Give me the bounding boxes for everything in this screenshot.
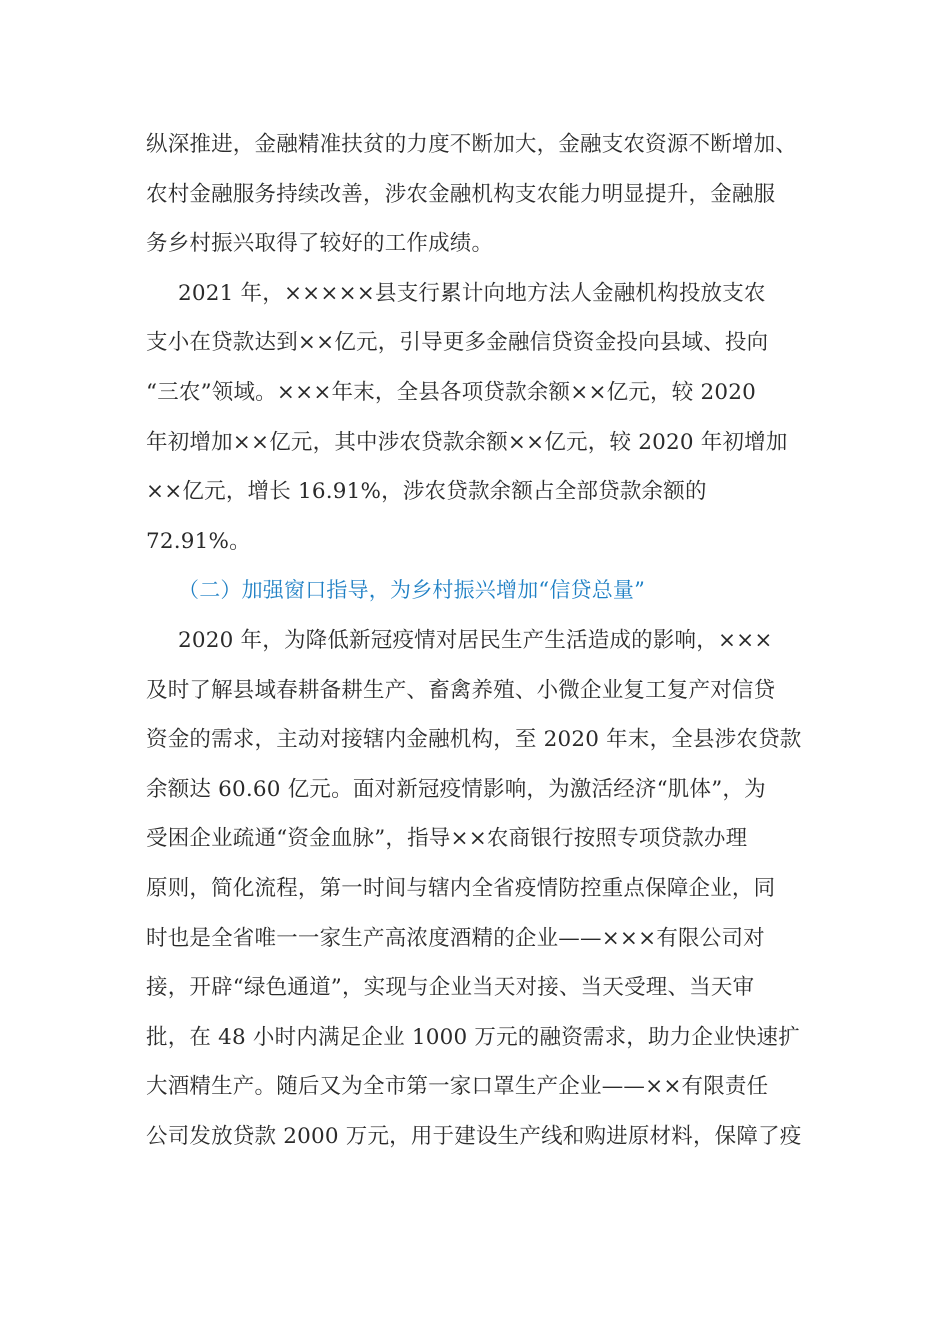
paragraph-line: 余额达 60.60 亿元。面对新冠疫情影响，为激活经济“肌体”，为	[146, 776, 766, 802]
paragraph-line: 原则，简化流程，第一时间与辖内全省疫情防控重点保障企业，同	[146, 875, 776, 901]
paragraph-line: 公司发放贷款 2000 万元，用于建设生产线和购进原材料，保障了疫	[146, 1123, 802, 1149]
paragraph-line: “三农”领域。×××年末，全县各项贷款余额××亿元，较 2020	[146, 379, 757, 405]
paragraph-line: 资金的需求，主动对接辖内金融机构，至 2020 年末，全县涉农贷款	[146, 727, 802, 753]
paragraph-line: 时也是全省唯一一家生产高浓度酒精的企业——×××有限公司对	[146, 925, 765, 951]
paragraph-line: 及时了解县域春耕备耕生产、畜禽养殖、小微企业复工复产对信贷	[146, 677, 776, 703]
paragraph-line: ××亿元，增长 16.91%，涉农贷款余额占全部贷款余额的	[146, 479, 707, 505]
paragraph-line: 纵深推进，金融精准扶贫的力度不断加大，金融支农资源不断增加、	[146, 132, 798, 157]
paragraph-line: 支小在贷款达到××亿元，引导更多金融信贷资金投向县域、投向	[146, 330, 769, 356]
paragraph-line: 批，在 48 小时内满足企业 1000 万元的融资需求，助力企业快速扩	[146, 1024, 800, 1050]
paragraph-line: 接，开辟“绿色通道”，实现与企业当天对接、当天受理、当天审	[146, 975, 755, 1001]
paragraph-line: 72.91%。	[146, 528, 251, 554]
paragraph-line: 受困企业疏通“资金血脉”，指导××农商银行按照专项贷款办理	[146, 826, 748, 852]
paragraph-line: 2020 年，为降低新冠疫情对居民生产生活造成的影响，×××	[178, 627, 773, 653]
document-body	[146, 120, 810, 1161]
paragraph-line: 2021 年，×××××县支行累计向地方法人金融机构投放支农	[178, 280, 766, 306]
paragraph-line: 务乡村振兴取得了较好的工作成绩。	[146, 231, 494, 257]
section-heading: （二）加强窗口指导，为乡村振兴增加“信贷总量”	[178, 578, 646, 603]
paragraph-line: 大酒精生产。随后又为全市第一家口罩生产企业——××有限责任	[146, 1074, 769, 1100]
paragraph-line: 农村金融服务持续改善，涉农金融机构支农能力明显提升，金融服	[146, 181, 776, 207]
paragraph-line: 年初增加××亿元，其中涉农贷款余额××亿元，较 2020 年初增加	[146, 429, 788, 455]
